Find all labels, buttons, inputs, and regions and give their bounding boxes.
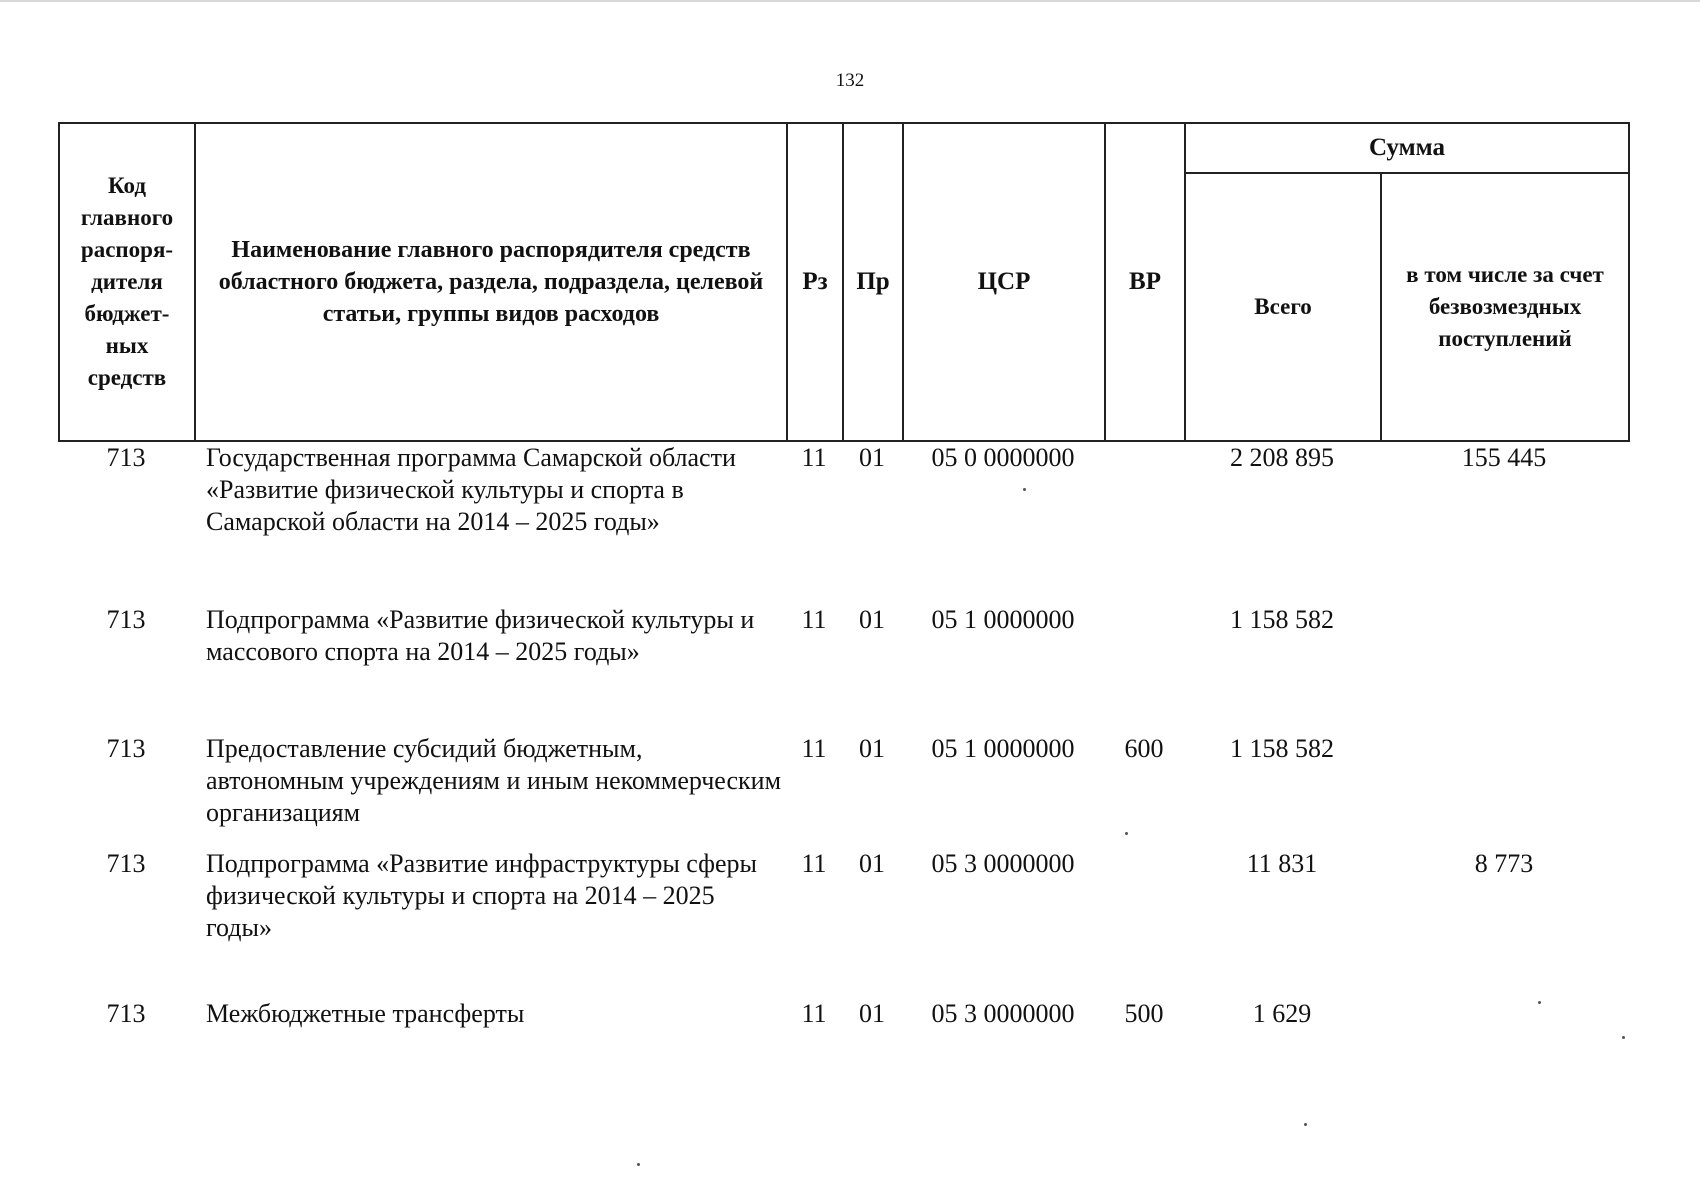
page-number: 132 <box>835 70 865 91</box>
row-csr: 05 3 0000000 <box>931 999 1075 1028</box>
row-total: 1 158 582 <box>1230 734 1334 763</box>
row-vr: 500 <box>1124 999 1164 1028</box>
header-code: Код главного распоря-дителя бюджет-ных средств <box>59 123 195 441</box>
row-code: 713 <box>106 443 146 472</box>
row-rz: 11 <box>801 443 827 472</box>
row-total: 2 208 895 <box>1230 443 1334 472</box>
row-csr: 05 1 0000000 <box>931 734 1075 763</box>
row-name: Межбюджетные трансферты <box>206 999 525 1028</box>
row-pr: 01 <box>859 443 885 472</box>
row-vr: 600 <box>1124 734 1164 763</box>
header-pr: Пр <box>843 123 903 441</box>
scan-speck <box>1538 1001 1541 1004</box>
row-pr: 01 <box>859 734 885 763</box>
row-csr: 05 3 0000000 <box>931 849 1075 878</box>
row-pr: 01 <box>859 849 885 878</box>
row-code: 713 <box>106 999 146 1028</box>
top-border-line <box>0 0 1700 2</box>
row-rz: 11 <box>801 605 827 634</box>
row-pr: 01 <box>859 999 885 1028</box>
row-pr: 01 <box>859 605 885 634</box>
header-rz: Рз <box>787 123 843 441</box>
header-name: Наименование главного распорядителя средств областного бюджета, раздела, подраздела, целевой статьи, группы видов расходов <box>195 123 787 441</box>
row-total: 1 158 582 <box>1230 605 1334 634</box>
table-header <box>58 122 1630 442</box>
row-grant: 8 773 <box>1474 849 1534 878</box>
row-rz: 11 <box>801 999 827 1028</box>
row-rz: 11 <box>801 734 827 763</box>
row-name: Предоставление субсидий бюджетным, автономным учреждениям и иным некоммерческим организациям <box>206 734 782 827</box>
scan-speck <box>1304 1123 1307 1126</box>
header-vr: ВР <box>1105 123 1185 441</box>
scan-speck <box>1622 1036 1625 1039</box>
row-name: Подпрограмма «Развитие инфраструктуры сферы физической культуры и спорта на 2014 – 2025 годы» <box>206 849 758 942</box>
header-sum: Сумма <box>1185 123 1629 173</box>
row-name: Государственная программа Самарской области «Развитие физической культуры и спорта в Самарской области на 2014 – 2025 годы» <box>206 443 736 536</box>
row-csr: 05 0 0000000 <box>931 443 1075 472</box>
header-csr: ЦСР <box>903 123 1105 441</box>
row-code: 713 <box>106 605 146 634</box>
scan-speck <box>1125 832 1128 835</box>
scan-speck <box>1023 488 1026 491</box>
row-code: 713 <box>106 734 146 763</box>
header-grant: в том числе за счет безвозмездных поступлений <box>1381 173 1629 441</box>
row-code: 713 <box>106 849 146 878</box>
row-rz: 11 <box>801 849 827 878</box>
row-grant: 155 445 <box>1461 443 1547 472</box>
row-total: 1 629 <box>1252 999 1312 1028</box>
row-csr: 05 1 0000000 <box>931 605 1075 634</box>
scan-speck <box>637 1163 640 1166</box>
header-total: Всего <box>1185 173 1381 441</box>
row-total: 11 831 <box>1246 849 1318 878</box>
row-name: Подпрограмма «Развитие физической культуры и массового спорта на 2014 – 2025 годы» <box>206 605 755 666</box>
